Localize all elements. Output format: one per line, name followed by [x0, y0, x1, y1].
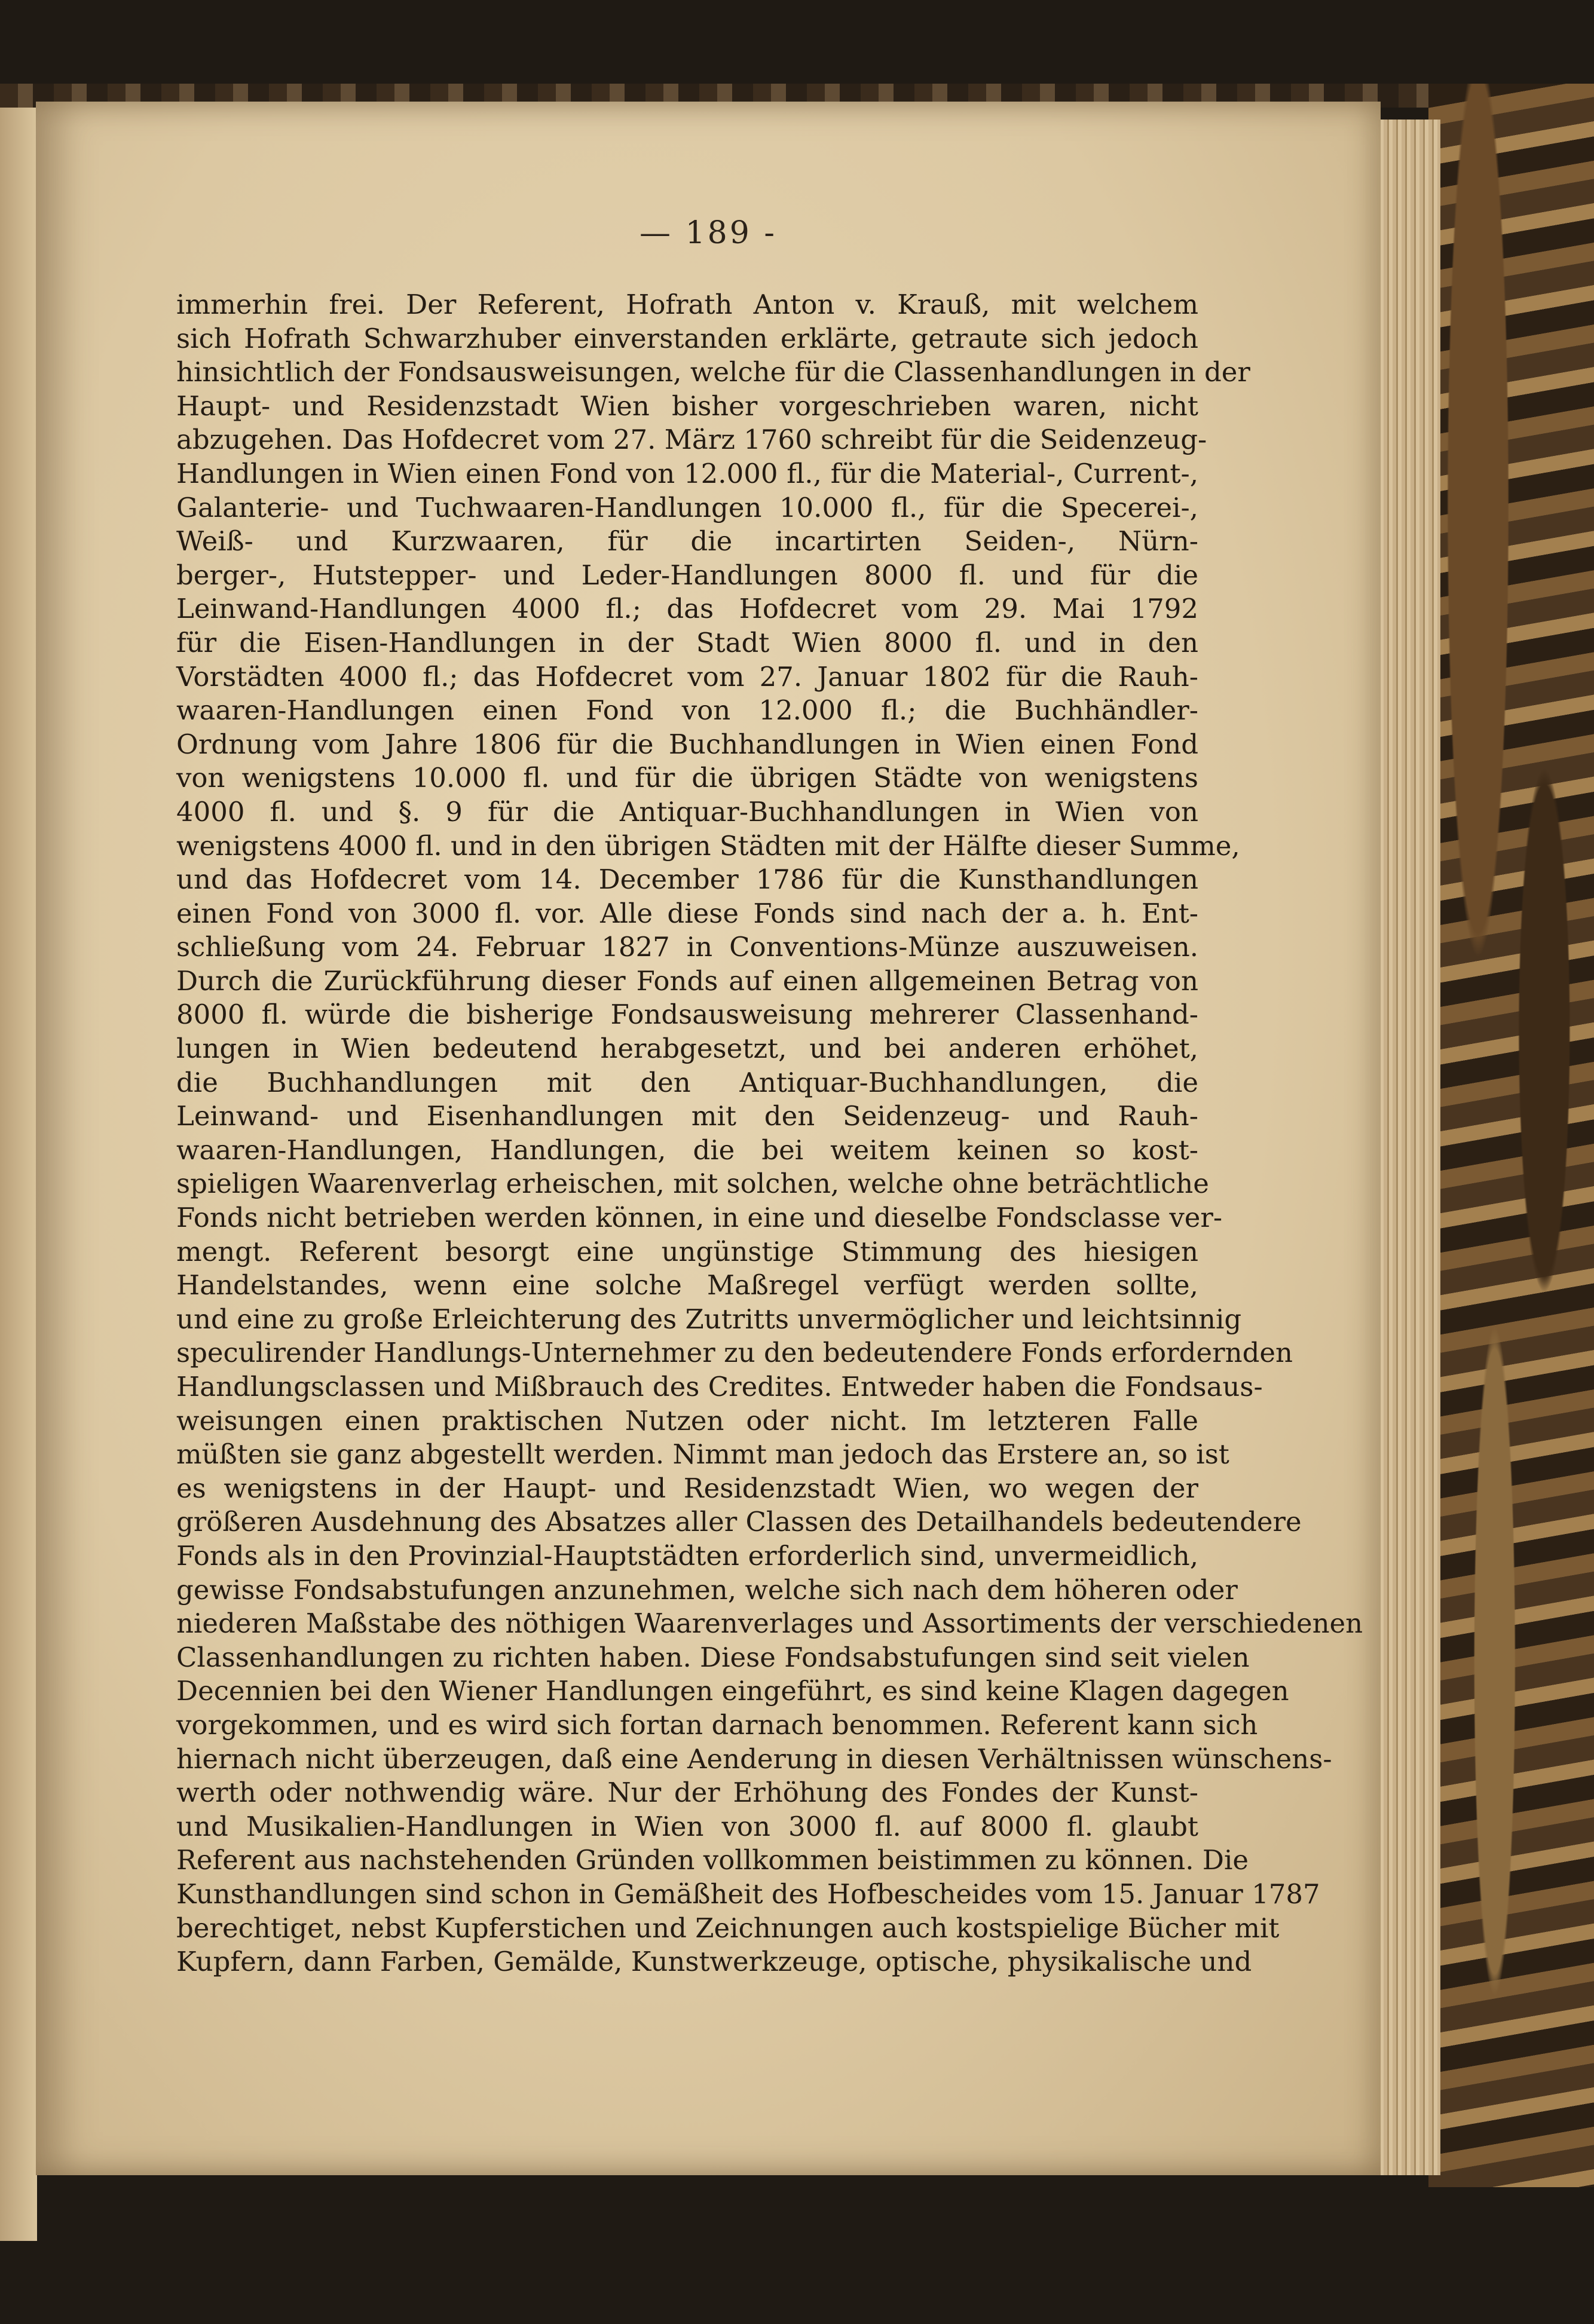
text-line: Handelstandes, wenn eine solche Maßregel verfügt werden sollte, [176, 1269, 1198, 1302]
text-line: berechtiget, nebst Kupferstichen und Zeichnungen auch kostspielige Bücher mit [176, 1912, 1280, 1944]
text-line: Vorstädten 4000 fl.; das Hofdecret vom 27. Januar 1802 für die Rauh- [176, 660, 1198, 693]
text-line: speculirender Handlungs-Unternehmer zu den bedeutendere Fonds erfordernden [176, 1337, 1293, 1369]
text-line: Durch die Zurückführung dieser Fonds auf einen allgemeinen Betrag von [176, 964, 1198, 997]
text-line: Leinwand-Handlungen 4000 fl.; das Hofdecret vom 29. Mai 1792 [176, 593, 1198, 625]
text-line: müßten sie ganz abgestellt werden. Nimmt man jedoch das Erstere an, so ist [176, 1438, 1229, 1471]
text-line: einen Fond von 3000 fl. vor. Alle diese Fonds sind nach der a. h. Ent- [176, 897, 1198, 929]
text-line: abzugehen. Das Hofdecret vom 27. März 1760 schreibt für die Seidenzeug- [176, 424, 1207, 456]
text-line: Galanterie- und Tuchwaaren-Handlungen 10.000 fl., für die Specerei-, [176, 491, 1198, 523]
text-line: weisungen einen praktischen Nutzen oder nicht. Im letzteren Falle [176, 1404, 1198, 1437]
text-line: Ordnung vom Jahre 1806 für die Buchhandlungen in Wien einen Fond [176, 728, 1198, 760]
text-line: waaren-Handlungen, Handlungen, die bei weitem keinen so kost- [176, 1134, 1198, 1166]
text-line: für die Eisen-Handlungen in der Stadt Wien 8000 fl. und in den [176, 626, 1198, 659]
left-page-edge [0, 90, 37, 2241]
text-line: hinsichtlich der Fondsausweisungen, welche für die Classenhandlungen in der [176, 356, 1250, 388]
text-line: Handlungen in Wien einen Fond von 12.000 fl., für die Material-, Current-, [176, 457, 1198, 489]
text-line: schließung vom 24. Februar 1827 in Conventions-Münze auszuweisen. [176, 931, 1198, 963]
text-line: Referent aus nachstehenden Gründen vollkommen beistimmen zu können. Die [176, 1844, 1249, 1876]
text-line: größeren Ausdehnung des Absatzes aller Classen des Detailhandels bedeutendere [176, 1506, 1302, 1538]
text-line: es wenigstens in der Haupt- und Residenzstadt Wien, wo wegen der [176, 1472, 1198, 1504]
body-text [176, 288, 1363, 1979]
text-line: Fonds als in den Provinzial-Hauptstädten erforderlich sind, unvermeidlich, [176, 1539, 1198, 1572]
text-line: von wenigstens 10.000 fl. und für die übrigen Städte von wenigstens [176, 762, 1198, 794]
text-line: und das Hofdecret vom 14. December 1786 für die Kunsthandlungen [176, 864, 1198, 896]
text-line: Kupfern, dann Farben, Gemälde, Kunstwerkzeuge, optische, physikalische und [176, 1946, 1252, 1978]
text-line: 4000 fl. und §. 9 für die Antiquar-Buchhandlungen in Wien von [176, 795, 1198, 828]
text-line: vorgekommen, und es wird sich fortan darnach benommen. Referent kann sich [176, 1708, 1258, 1741]
text-line: Classenhandlungen zu richten haben. Diese Fondsabstufungen sind seit vielen [176, 1641, 1250, 1673]
text-line: Leinwand- und Eisenhandlungen mit den Seidenzeug- und Rauh- [176, 1100, 1198, 1132]
text-line: Haupt- und Residenzstadt Wien bisher vorgeschrieben waren, nicht [176, 390, 1198, 422]
book-page [36, 102, 1381, 2175]
text-line: waaren-Handlungen einen Fond von 12.000 fl.; die Buchhändler- [176, 694, 1198, 727]
page-edges [1375, 120, 1440, 2175]
text-line: wenigstens 4000 fl. und in den übrigen Städten mit der Hälfte dieser Summe, [176, 829, 1240, 862]
text-line: und Musikalien-Handlungen in Wien von 3000 fl. auf 8000 fl. glaubt [176, 1810, 1198, 1842]
text-line: mengt. Referent besorgt eine ungünstige Stimmung des hiesigen [176, 1235, 1198, 1267]
text-line: hiernach nicht überzeugen, daß eine Aenderung in diesen Verhältnissen wünschens- [176, 1743, 1332, 1775]
text-line: und eine zu große Erleichterung des Zutritts unvermöglicher und leichtsinnig [176, 1303, 1242, 1335]
text-line: sich Hofrath Schwarzhuber einverstanden erklärte, getraute sich jedoch [176, 322, 1198, 354]
text-line: gewisse Fondsabstufungen anzunehmen, welche sich nach dem höheren oder [176, 1573, 1238, 1606]
text-line: Kunsthandlungen sind schon in Gemäßheit des Hofbescheides vom 15. Januar 1787 [176, 1878, 1320, 1910]
text-line: berger-, Hutstepper- und Leder-Handlungen 8000 fl. und für die [176, 559, 1198, 591]
text-line: die Buchhandlungen mit den Antiquar-Buchhandlungen, die [176, 1066, 1198, 1098]
text-line: Handlungsclassen und Mißbrauch des Credites. Entweder haben die Fondsaus- [176, 1371, 1263, 1403]
text-line: niederen Maßstabe des nöthigen Waarenverlages und Assortiments der verschiedenen [176, 1607, 1363, 1640]
text-line: Weiß- und Kurzwaaren, für die incartirten Seiden-, Nürn- [176, 525, 1198, 558]
text-line: Decennien bei den Wiener Handlungen eingeführt, es sind keine Klagen dagegen [176, 1675, 1289, 1707]
text-line: werth oder nothwendig wäre. Nur der Erhöhung des Fondes der Kunst- [176, 1777, 1198, 1809]
text-line: Fonds nicht betrieben werden können, in eine und dieselbe Fondsclasse ver- [176, 1202, 1223, 1234]
text-line: lungen in Wien bedeutend herabgesetzt, und bei anderen erhöhet, [176, 1033, 1198, 1065]
page-number: — 189 - [640, 215, 777, 251]
text-line: 8000 fl. würde die bisherige Fondsausweisung mehrerer Classenhand- [176, 999, 1198, 1031]
text-line: spieligen Waarenverlag erheischen, mit solchen, welche ohne beträchtliche [176, 1168, 1209, 1200]
book-cover-edge [1428, 84, 1594, 2187]
text-line: immerhin frei. Der Referent, Hofrath Anton v. Krauß, mit welchem [176, 289, 1198, 320]
